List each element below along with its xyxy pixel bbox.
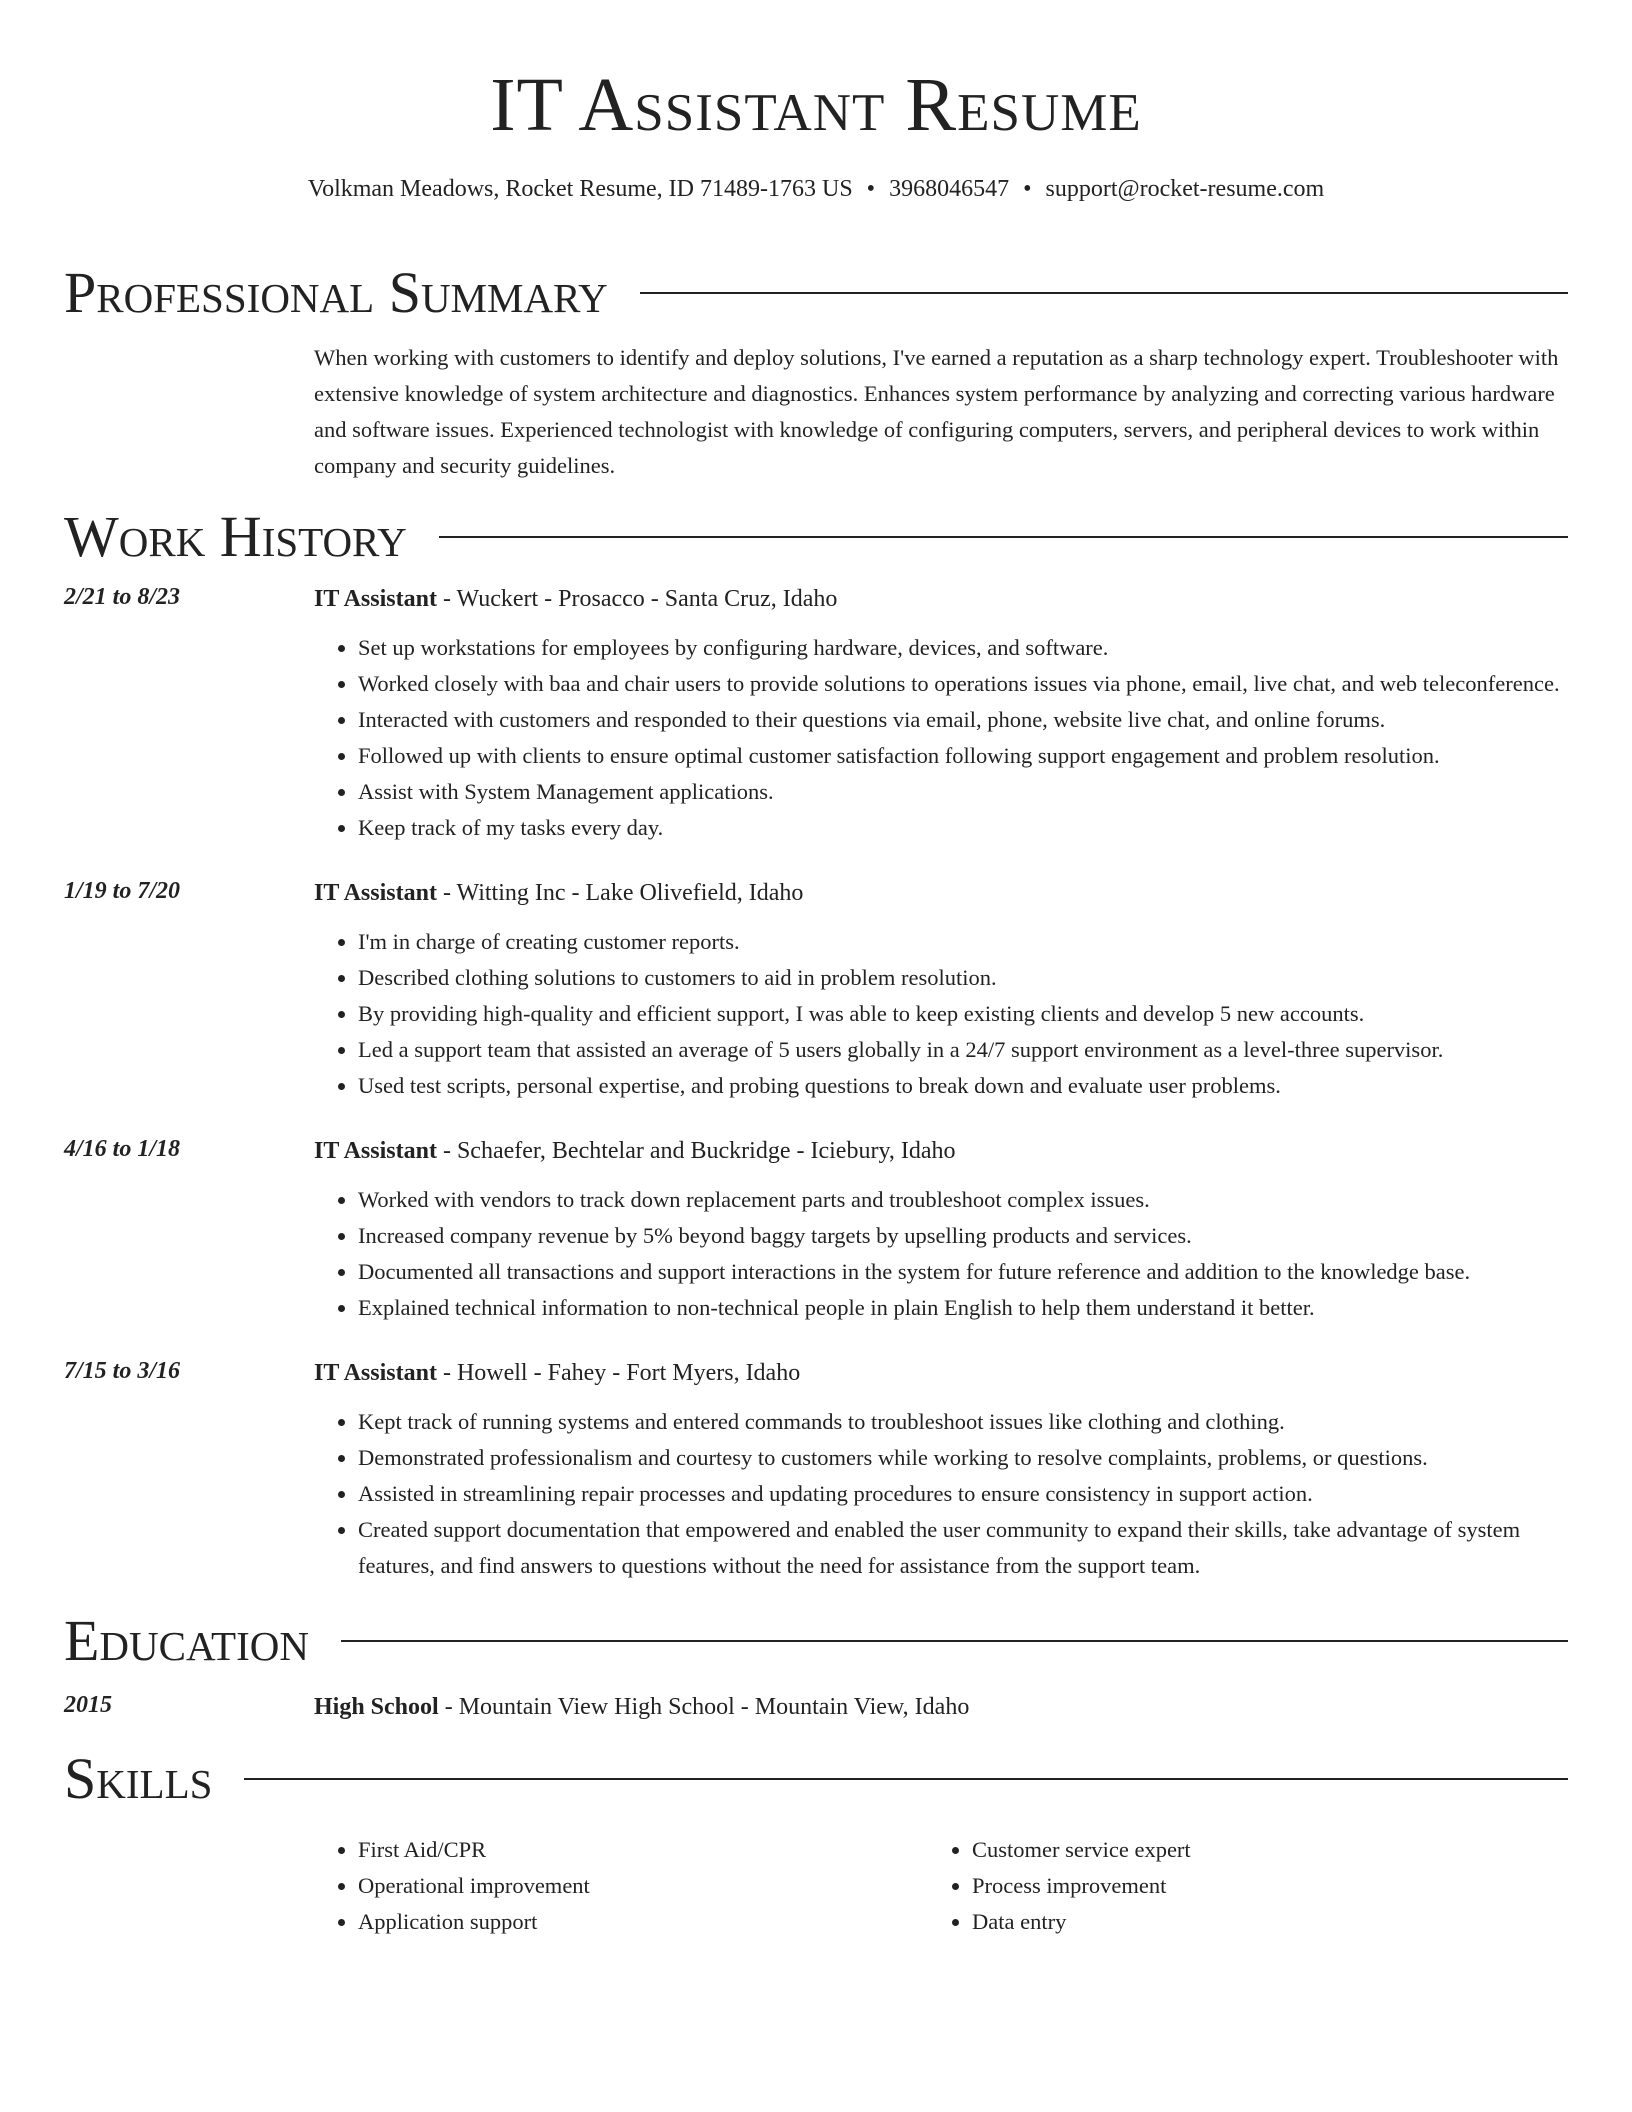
- contact-phone: 3968046547: [889, 176, 1010, 202]
- job-dates: 1/19 to 7/20: [64, 878, 181, 904]
- list-item: • Worked closely with baa and chair users to provide solutions to operations issues via phone, email, live chat, and web teleconference.: [358, 666, 1568, 702]
- education-degree: High School: [314, 1694, 439, 1720]
- work-heading: Work History: [64, 504, 407, 569]
- list-item: • I'm in charge of creating customer reports.: [358, 924, 1568, 960]
- job-heading: [314, 1358, 1568, 1388]
- job-bullets: [314, 630, 1568, 846]
- list-item: • Set up workstations for employees by configuring hardware, devices, and software.: [358, 630, 1568, 666]
- job-details: - Schaefer, Bechtelar and Buckridge - Iciebury, Idaho: [436, 1138, 956, 1164]
- job-heading: [314, 584, 1568, 614]
- skills-column-right: [928, 1832, 1542, 1940]
- skills-section-header: [64, 1746, 1568, 1812]
- list-item: • Created support documentation that empowered and enabled the user community to expand their skills, take advantage of system features, and find answers to questions without the need for assistance from the support team.: [358, 1512, 1568, 1584]
- job-details: - Howell - Fahey - Fort Myers, Idaho: [436, 1360, 801, 1386]
- job-entry: [64, 1136, 1568, 1326]
- education-section-header: [64, 1608, 1568, 1674]
- education-entry: [64, 1692, 1568, 1722]
- job-heading: [314, 1136, 1568, 1166]
- list-item: • Assisted in streamlining repair processes and updating procedures to ensure consistency in support action.: [358, 1476, 1568, 1512]
- section-divider: [439, 536, 1568, 538]
- list-item: • Explained technical information to non-technical people in plain English to help them understand it better.: [358, 1290, 1568, 1326]
- job-details: - Witting Inc - Lake Olivefield, Idaho: [436, 880, 804, 906]
- skills-heading: Skills: [64, 1746, 213, 1811]
- section-divider: [341, 1640, 1568, 1642]
- skill-item: • Customer service expert: [972, 1832, 1542, 1868]
- job-title: IT Assistant: [314, 586, 437, 612]
- list-item: • Increased company revenue by 5% beyond baggy targets by upselling products and services.: [358, 1218, 1568, 1254]
- education-details: - Mountain View High School - Mountain View, Idaho: [438, 1694, 970, 1720]
- education-year: 2015: [64, 1692, 112, 1718]
- job-entry: [64, 1358, 1568, 1584]
- list-item: • Kept track of running systems and entered commands to troubleshoot issues like clothing and clothing.: [358, 1404, 1568, 1440]
- contact-email[interactable]: support@rocket-resume.com: [1045, 176, 1325, 202]
- resume-title: IT Assistant Resume: [490, 63, 1142, 147]
- skill-item: • Process improvement: [972, 1868, 1542, 1904]
- summary-text: When working with customers to identify and deploy solutions, I've earned a reputation as a sharp technology expert. Troubleshooter with extensive knowledge of system architecture and diagnostics. Enhances system performance by analyzing and correcting various hardware and software issues. Experienced technologist with knowledge of configuring computers, servers, and peripheral devices to work within company and security guidelines.: [314, 345, 1559, 478]
- job-title: IT Assistant: [314, 1360, 437, 1386]
- job-dates: 4/16 to 1/18: [64, 1136, 181, 1162]
- work-section-header: [64, 504, 1568, 570]
- summary-heading: Professional Summary: [64, 260, 608, 325]
- list-item: • Assist with System Management applications.: [358, 774, 1568, 810]
- list-item: • Documented all transactions and support interactions in the system for future reference and addition to the knowledge base.: [358, 1254, 1568, 1290]
- skill-item: • First Aid/CPR: [358, 1832, 928, 1868]
- skills-column-left: [314, 1832, 928, 1940]
- job-heading: [314, 878, 1568, 908]
- job-entry: [64, 878, 1568, 1104]
- skill-item: • Data entry: [972, 1904, 1542, 1940]
- job-details: - Wuckert - Prosacco - Santa Cruz, Idaho: [436, 586, 838, 612]
- list-item: • Used test scripts, personal expertise, and probing questions to break down and evaluate user problems.: [358, 1068, 1568, 1104]
- skill-item: • Operational improvement: [358, 1868, 928, 1904]
- list-item: • Worked with vendors to track down replacement parts and troubleshoot complex issues.: [358, 1182, 1568, 1218]
- contact-line: [64, 174, 1568, 204]
- contact-address: Volkman Meadows, Rocket Resume, ID 71489-1763 US: [307, 176, 853, 202]
- list-item: • Interacted with customers and responded to their questions via email, phone, website live chat, and online forums.: [358, 702, 1568, 738]
- contact-separator: •: [1023, 176, 1032, 202]
- job-bullets: [314, 1182, 1568, 1326]
- job-bullets: [314, 924, 1568, 1104]
- contact-separator: •: [866, 176, 876, 202]
- skills-list: [314, 1832, 1568, 1940]
- summary-section-header: [64, 260, 1568, 326]
- list-item: • By providing high-quality and efficient support, I was able to keep existing clients and develop 5 new accounts.: [358, 996, 1568, 1032]
- list-item: • Followed up with clients to ensure optimal customer satisfaction following support engagement and problem resolution.: [358, 738, 1568, 774]
- job-bullets: [314, 1404, 1568, 1584]
- job-title: IT Assistant: [314, 880, 437, 906]
- section-divider: [640, 292, 1568, 294]
- list-item: • Led a support team that assisted an average of 5 users globally in a 24/7 support environment as a level-three supervisor.: [358, 1032, 1568, 1068]
- list-item: • Described clothing solutions to customers to aid in problem resolution.: [358, 960, 1568, 996]
- list-item: • Demonstrated professionalism and courtesy to customers while working to resolve complaints, problems, or questions.: [358, 1440, 1568, 1476]
- list-item: • Keep track of my tasks every day.: [358, 810, 1568, 846]
- job-title: IT Assistant: [314, 1138, 437, 1164]
- job-dates: 2/21 to 8/23: [64, 584, 181, 610]
- job-dates: 7/15 to 3/16: [64, 1358, 181, 1384]
- education-heading: Education: [64, 1608, 309, 1673]
- job-entry: [64, 584, 1568, 846]
- education-heading-line: [314, 1692, 1568, 1722]
- skill-item: • Application support: [358, 1904, 928, 1940]
- section-divider: [244, 1778, 1568, 1780]
